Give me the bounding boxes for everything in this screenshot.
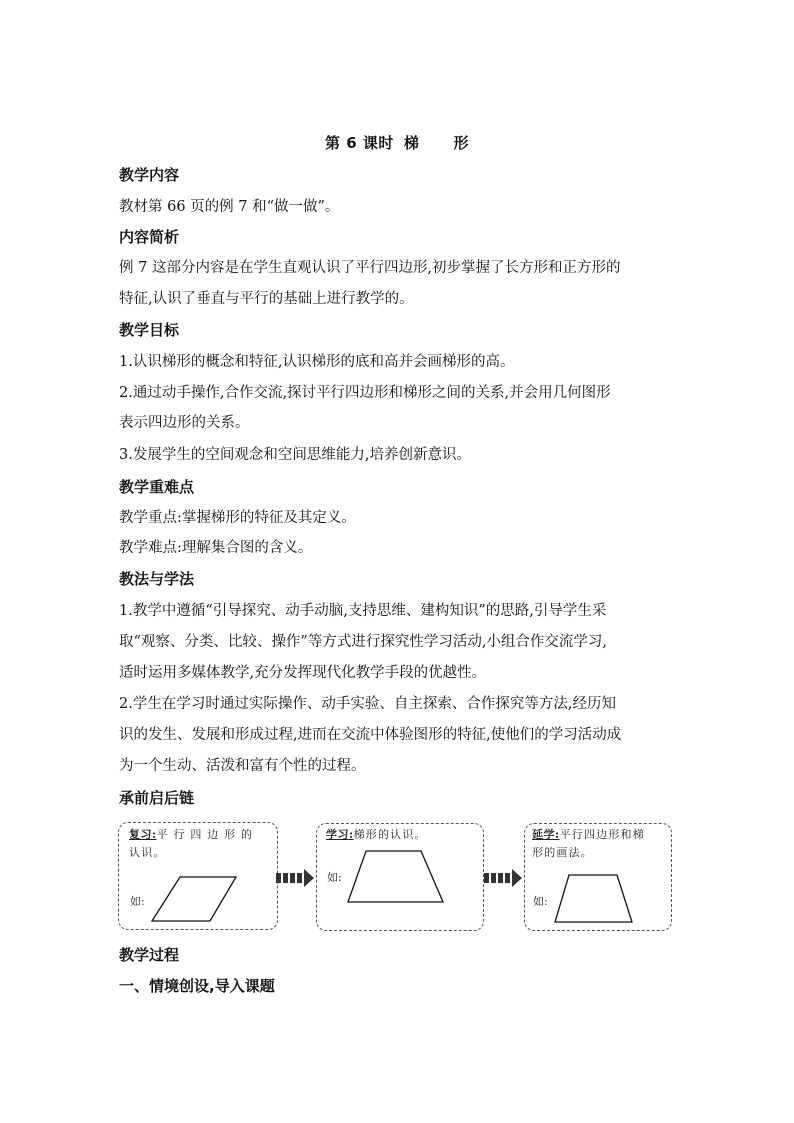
method-line: 适时运用多媒体教学,充分发挥现代化教学手段的优越性。 <box>119 665 487 681</box>
extend-desc: 平行四边形和梯 <box>559 828 645 841</box>
review-text <box>129 826 269 862</box>
goal-item: 2.通过动手操作,合作交流,探讨平行四边形和梯形之间的关系,并会用几何图形 <box>119 385 611 401</box>
key-heading: 教学重难点 <box>119 478 195 496</box>
title-char-2: 形 <box>453 134 469 152</box>
extend-text <box>532 826 667 862</box>
extend-desc-2: 形的画法。 <box>532 846 593 859</box>
content-text: 教材第 66 页的例 7 和“做一做”。 <box>119 199 340 215</box>
method-line: 1.教学中遵循“引导探究、动手动脑,支持思维、建构知识”的思路,引导学生采 <box>119 603 607 619</box>
arrow-icon <box>276 868 316 888</box>
method-line: 识的发生、发展和形成过程,进而在交流中体验图形的特征,使他们的学习活动成 <box>119 727 622 743</box>
analysis-heading: 内容简析 <box>119 228 180 246</box>
content-heading: 教学内容 <box>119 166 180 184</box>
parallelogram-shape <box>150 875 240 925</box>
analysis-line: 例 7 这部分内容是在学生直观认识了平行四边形,初步掌握了长方形和正方形的 <box>119 260 621 276</box>
arrow-icon <box>484 868 524 888</box>
trapezoid-shape <box>346 849 446 905</box>
extend-label: 延学: <box>532 828 560 841</box>
process-subheading: 一、情境创设,导入课题 <box>119 977 275 995</box>
review-example-label: 如: <box>130 895 145 908</box>
review-desc-2: 认识。 <box>129 846 166 859</box>
review-label: 复习: <box>129 828 157 841</box>
goals-heading: 教学目标 <box>119 321 180 339</box>
method-line: 为一个生动、活泼和富有个性的过程。 <box>119 758 366 774</box>
process-heading: 教学过程 <box>119 946 180 964</box>
goal-item: 1.认识梯形的概念和特征,认识梯形的底和高并会画梯形的高。 <box>119 354 515 370</box>
trapezoid-shape <box>553 873 635 925</box>
difficult-point: 教学难点:理解集合图的含义。 <box>119 540 313 556</box>
study-example-label: 如: <box>327 871 342 884</box>
goal-item: 表示四边形的关系。 <box>119 415 250 431</box>
method-line: 取“观察、分类、比较、操作”等方式进行探究性学习活动,小组合作交流学习, <box>119 634 608 650</box>
method-line: 2.学生在学习时通过实际操作、动手实验、自主探索、合作探究等方法,经历知 <box>119 696 616 712</box>
chain-heading: 承前启后链 <box>119 789 195 807</box>
study-label: 学习: <box>326 828 354 841</box>
study-text <box>326 826 476 844</box>
lesson-number: 第 6 课时 <box>325 134 394 152</box>
extend-example-label: 如: <box>533 895 548 908</box>
title-char-1: 梯 <box>403 134 420 152</box>
review-desc: 平 行 四 边 形 的 <box>156 828 254 841</box>
goal-item: 3.发展学生的空间观念和空间思维能力,培养创新意识。 <box>119 447 471 463</box>
method-heading: 教法与学法 <box>119 570 195 588</box>
key-point: 教学重点:掌握梯形的特征及其定义。 <box>119 510 356 526</box>
analysis-line: 特征,认识了垂直与平行的基础上进行教学的。 <box>119 291 414 307</box>
lesson-title <box>0 132 794 153</box>
study-desc: 梯形的认识。 <box>353 828 427 841</box>
